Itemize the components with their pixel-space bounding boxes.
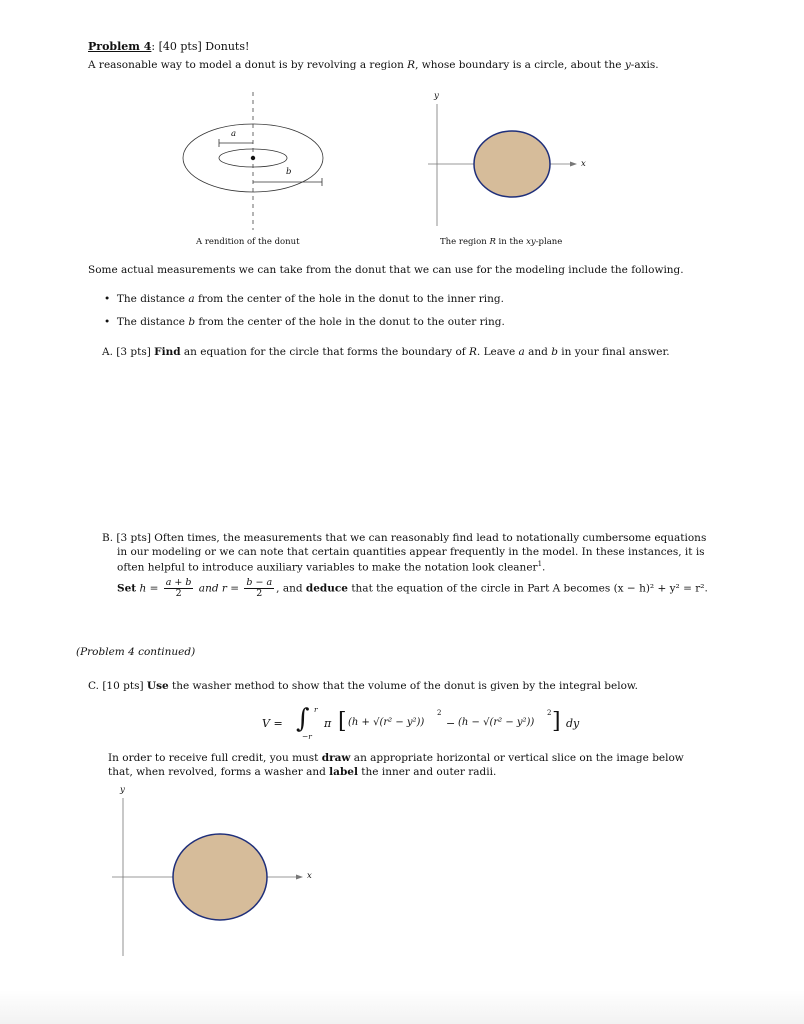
donut-label-b: b <box>286 167 292 177</box>
problem-label: Problem 4 <box>88 40 152 53</box>
page-bottom-edge <box>0 990 804 1024</box>
integral-lower: −r <box>302 732 312 741</box>
instructions-line1: In order to receive full credit, you must draw an appropriate horizontal or vertical slice on the image below <box>108 752 684 764</box>
problem-points: : [40 pts] Donuts! <box>151 40 250 53</box>
problem-intro: A reasonable way to model a donut is by revolving a region R, whose boundary is a circle, about the y-axis. <box>88 59 659 71</box>
region-axis-x-label: x <box>581 159 586 169</box>
bottom-axis-x-label: x <box>307 871 312 881</box>
fraction-h: $\frac{a + b}{2}$ <box>165 577 192 599</box>
bullet-a: • The distance a from the center of the hole in the donut to the inner ring. <box>104 293 504 305</box>
integral-upper: r <box>314 705 318 714</box>
part-b-set-line: Set h = $\frac{a + b}{2}$ and r = $\frac{b - a}{2}$ , and deduce that the equation of the circle in Part A becomes (x − h)² + y² = r². <box>117 577 708 599</box>
bullet-icon: • <box>104 293 117 305</box>
region-axis-y-label: y <box>434 91 439 101</box>
part-b-line3: often helpful to introduce auxiliary variables to make the notation look cleaner$^1$. <box>117 560 546 574</box>
instructions-line2: that, when revolved, forms a washer and label the inner and outer radii. <box>108 766 497 778</box>
bottom-region-circle <box>173 834 267 920</box>
problem-continued: (Problem 4 continued) <box>76 646 196 658</box>
part-c: C. [10 pts] Use the washer method to show that the volume of the donut is given by the integral below. <box>88 680 639 692</box>
part-b-line1: B. [3 pts] Often times, the measurements that we can reasonably find lead to notationally cumbersome equations <box>102 532 707 544</box>
part-b-line2: in our modeling or we can note that certain quantities appear frequently in the model. In these instances, it is <box>117 546 705 558</box>
donut-caption: A rendition of the donut <box>196 237 300 247</box>
inner-radius-term: (h − √(r² − y²)) <box>458 717 535 728</box>
bottom-axis-y-label: y <box>120 785 125 795</box>
footnote-marker: 1 <box>537 560 543 568</box>
bullet-icon: • <box>104 316 117 328</box>
part-a: A. [3 pts] Find an equation for the circle that forms the boundary of R. Leave a and b in your final answer. <box>102 346 670 358</box>
integral-sign: ∫ <box>296 704 310 734</box>
outer-radius-term: (h + √(r² − y²)) <box>348 717 425 728</box>
left-bracket: [ <box>338 709 347 734</box>
measurements-intro: Some actual measurements we can take from the donut that we can use for the modeling include the following. <box>88 264 684 276</box>
bullet-b: • The distance b from the center of the hole in the donut to the outer ring. <box>104 316 505 328</box>
right-bracket: ] <box>552 709 561 734</box>
donut-label-a: a <box>231 129 237 139</box>
region-caption: The region R in the xy-plane <box>440 237 563 247</box>
fraction-r: $\frac{b - a}{2}$ <box>246 577 273 599</box>
